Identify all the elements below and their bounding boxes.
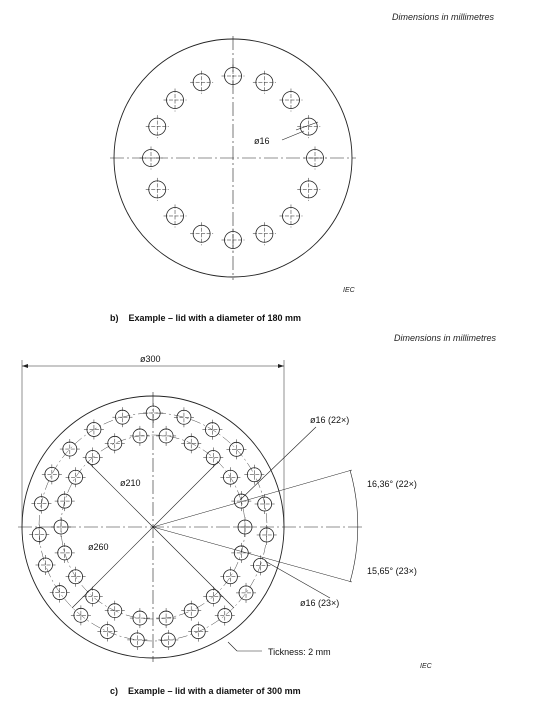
- lid-300-outer-hole: [50, 583, 70, 603]
- lid-300-outer-hole: [236, 583, 256, 603]
- caption-b-text: Example – lid with a diameter of 180 mm: [128, 313, 302, 323]
- lid-180-hole: [304, 147, 327, 170]
- lid-180-hole: [140, 147, 163, 170]
- lid-180-hole: [279, 89, 302, 112]
- caption-c: [110, 686, 301, 696]
- lid-180-hole: [297, 178, 320, 201]
- lid-180-hole: [222, 65, 245, 88]
- angle-ray-top: [153, 470, 352, 527]
- outer-dia-arrow-left: [22, 364, 28, 368]
- lid-180-drawing: [110, 36, 356, 280]
- lid-300-outer-hole: [215, 606, 235, 626]
- lid-300-inner-hole: [231, 491, 251, 511]
- hole-dim-arrow-b: [296, 122, 318, 130]
- hole-dim-label-b: ø16: [254, 136, 270, 146]
- lid-180-hole: [190, 222, 213, 245]
- lid-180-hole: [190, 71, 213, 94]
- lid-180-hole: [297, 115, 320, 138]
- lid-300-inner-hole: [220, 567, 240, 587]
- outer-circle-label: ø260: [88, 542, 109, 552]
- lid-180-hole: [164, 89, 187, 112]
- lid-180-hole: [146, 178, 169, 201]
- hole-leader-23: [265, 561, 330, 598]
- inner-circle-label: ø210: [120, 478, 141, 488]
- dia210-leader: [88, 462, 153, 527]
- hole-label-22: ø16 (22×): [310, 415, 350, 425]
- angle-label-23: 15,65° (23×): [367, 566, 417, 576]
- lid-300-inner-hole: [105, 433, 125, 453]
- dia260-leader-2: [153, 527, 234, 608]
- lid-180-hole: [279, 204, 302, 227]
- iec-mark-c: IEC: [420, 663, 432, 670]
- dimensions-note-c: Dimensions in millimetres: [394, 333, 497, 343]
- thickness-label: Tickness: 2 mm: [268, 647, 331, 657]
- angle-arc: [350, 470, 358, 582]
- hole-label-leader-b: [282, 131, 304, 140]
- angle-label-22: 16,36° (22×): [367, 479, 417, 489]
- lid-180-hole: [222, 229, 245, 252]
- lid-300-drawing: [18, 354, 417, 662]
- hole-label-23: ø16 (23×): [300, 598, 340, 608]
- lid-180-hole: [253, 71, 276, 94]
- lid-300-inner-hole: [66, 467, 86, 487]
- angle-ray-bottom: [153, 527, 352, 582]
- dia210-leader-2: [153, 462, 218, 527]
- outer-dia-label: ø300: [140, 354, 161, 364]
- caption-c-letter: c): [110, 686, 119, 696]
- lid-300-inner-hole: [55, 543, 75, 563]
- lid-180-hole: [253, 222, 276, 245]
- lid-180-hole: [164, 204, 187, 227]
- caption-c-text: Example – lid with a diameter of 300 mm: [128, 686, 301, 696]
- dimensions-note-b: Dimensions in millimetres: [392, 12, 495, 22]
- outer-dia-arrow-right: [278, 364, 284, 368]
- iec-mark-b: IEC: [343, 287, 355, 294]
- thickness-leader-2: [228, 642, 237, 651]
- caption-b-letter: b): [110, 313, 119, 323]
- lid-300-outer-hole: [42, 464, 62, 484]
- lid-180-hole: [146, 115, 169, 138]
- caption-b: [110, 313, 301, 323]
- dia260-leader: [72, 527, 153, 608]
